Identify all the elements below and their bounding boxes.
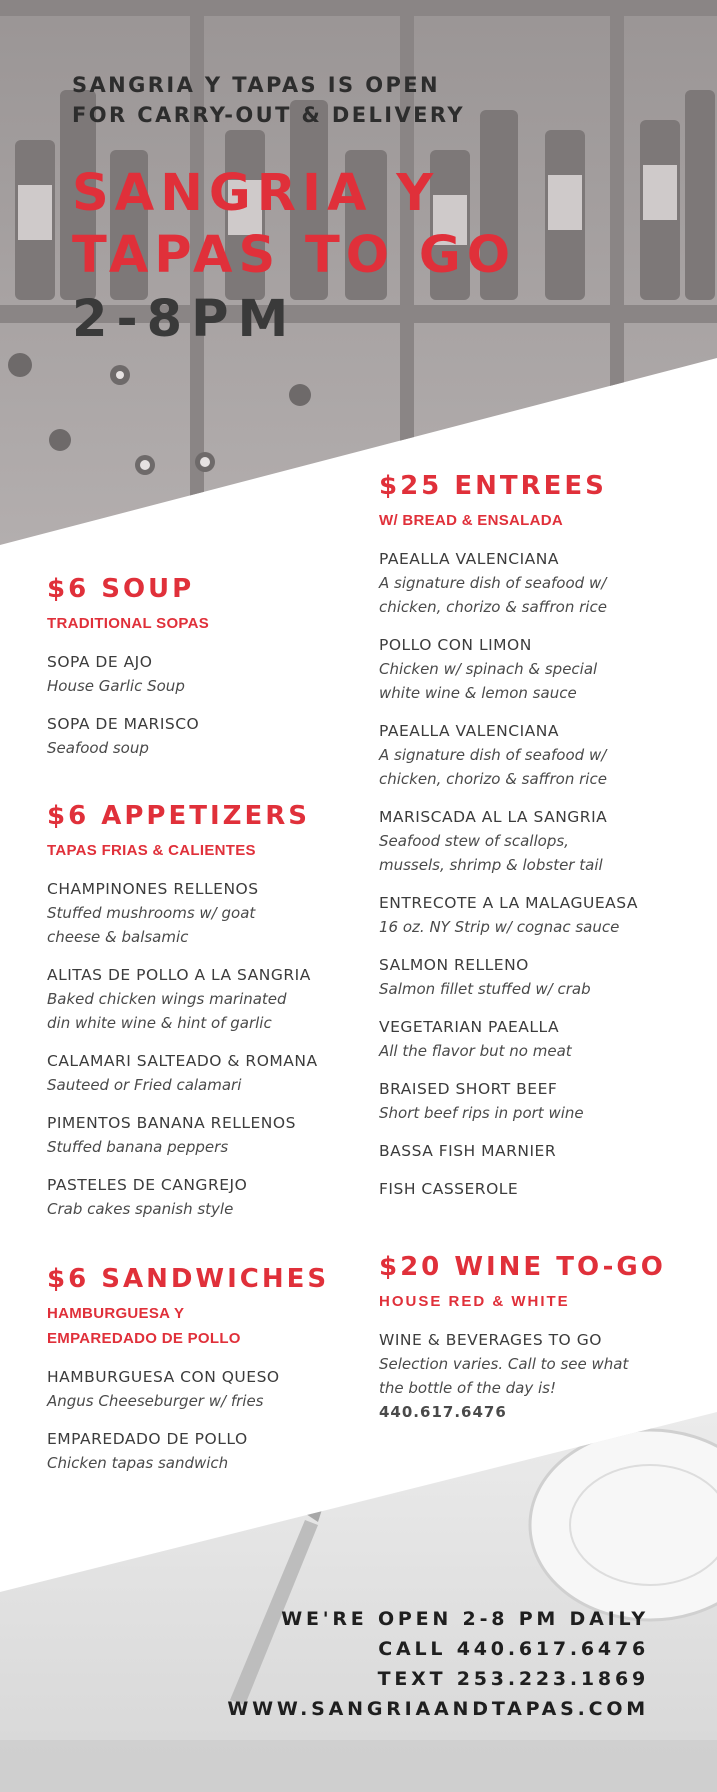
menu-item xyxy=(47,712,347,760)
menu-item xyxy=(379,1139,679,1163)
sandwiches-section xyxy=(47,1263,347,1475)
menu-item-description: white wine & lemon sauce xyxy=(379,684,577,702)
menu-item xyxy=(379,633,679,705)
entrees-section xyxy=(379,470,679,1201)
menu-item-name: EMPAREDADO DE POLLO xyxy=(47,1430,248,1448)
open-notice-line: FOR CARRY-OUT & DELIVERY xyxy=(72,103,465,127)
menu-item xyxy=(379,891,679,939)
menu-item-description: Sauteed or Fried calamari xyxy=(47,1076,242,1094)
footer-call[interactable]: CALL 440.617.6476 xyxy=(378,1638,649,1660)
menu-left-column xyxy=(47,573,347,1489)
footer-website[interactable]: WWW.SANGRIAANDTAPAS.COM xyxy=(227,1698,649,1720)
section-subheading-line: HOUSE RED & WHITE xyxy=(379,1293,570,1310)
hero-hours: 2-8PM xyxy=(72,290,298,349)
menu-item xyxy=(379,1328,679,1424)
menu-item-description: A signature dish of seafood w/ xyxy=(379,574,607,592)
menu-item-description: 16 oz. NY Strip w/ cognac sauce xyxy=(379,918,620,936)
menu-item xyxy=(379,1015,679,1063)
hero-title xyxy=(72,163,632,287)
menu-item-name: ALITAS DE POLLO A LA SANGRIA xyxy=(47,966,311,984)
section-heading: $6 SANDWICHES xyxy=(47,1264,330,1294)
menu-item-name: SOPA DE MARISCO xyxy=(47,715,200,733)
section-subheading xyxy=(379,508,679,533)
menu-item-name: HAMBURGUESA CON QUESO xyxy=(47,1368,280,1386)
menu-item xyxy=(379,805,679,877)
menu-item xyxy=(379,547,679,619)
menu-item-description: Baked chicken wings marinated xyxy=(47,990,287,1008)
menu-item-description: Short beef rips in port wine xyxy=(379,1104,584,1122)
hero-title-line: TAPAS TO GO xyxy=(72,226,517,285)
soup-section xyxy=(47,573,347,760)
menu-item-description: A signature dish of seafood w/ xyxy=(379,746,607,764)
menu-item-description: Seafood soup xyxy=(47,739,149,757)
menu-item-name: SOPA DE AJO xyxy=(47,653,153,671)
footer-contact xyxy=(227,1604,649,1724)
section-subheading-line: TAPAS FRIAS & CALIENTES xyxy=(47,842,256,859)
menu-item-name: WINE & BEVERAGES TO GO xyxy=(379,1331,602,1349)
menu-item xyxy=(47,963,347,1035)
menu-item-description: Angus Cheeseburger w/ fries xyxy=(47,1392,264,1410)
menu-item-description: chicken, chorizo & saffron rice xyxy=(379,598,607,616)
menu-item-description: din white wine & hint of garlic xyxy=(47,1014,272,1032)
menu-item-description: mussels, shrimp & lobster tail xyxy=(379,856,603,874)
menu-item xyxy=(47,1173,347,1221)
menu-item xyxy=(379,719,679,791)
section-heading: $6 APPETIZERS xyxy=(47,801,310,831)
menu-item xyxy=(47,1049,347,1097)
wine-section xyxy=(379,1251,679,1424)
menu-item-description: Stuffed banana peppers xyxy=(47,1138,229,1156)
phone-number[interactable]: 440.617.6476 xyxy=(379,1403,507,1421)
menu-item-list xyxy=(379,1328,679,1424)
section-subheading-line: EMPAREDADO DE POLLO xyxy=(47,1330,241,1347)
section-subheading xyxy=(47,611,347,636)
section-heading: $6 SOUP xyxy=(47,574,195,604)
menu-item-name: POLLO CON LIMON xyxy=(379,636,532,654)
menu-item-description: All the flavor but no meat xyxy=(379,1042,572,1060)
menu-item-list xyxy=(47,650,347,760)
menu-item xyxy=(47,1111,347,1159)
menu-item xyxy=(47,650,347,698)
menu-item-name: FISH CASSEROLE xyxy=(379,1180,519,1198)
footer-text[interactable]: TEXT 253.223.1869 xyxy=(377,1668,649,1690)
menu-item-name: BASSA FISH MARNIER xyxy=(379,1142,557,1160)
menu-item-description: Salmon fillet stuffed w/ crab xyxy=(379,980,591,998)
menu-item-description: Seafood stew of scallops, xyxy=(379,832,569,850)
menu-item-description: Selection varies. Call to see what xyxy=(379,1355,629,1373)
menu-item-description: the bottle of the day is! xyxy=(379,1379,556,1397)
menu-item-list xyxy=(47,1365,347,1475)
appetizers-section xyxy=(47,800,347,1221)
menu-item-name: BRAISED SHORT BEEF xyxy=(379,1080,558,1098)
menu-item-description: Chicken tapas sandwich xyxy=(47,1454,229,1472)
section-subheading xyxy=(47,838,347,863)
menu-item-description: Chicken w/ spinach & special xyxy=(379,660,598,678)
menu-item-name: CHAMPINONES RELLENOS xyxy=(47,880,259,898)
menu-item-list xyxy=(47,877,347,1221)
menu-item-list xyxy=(379,547,679,1201)
section-heading: $20 WINE TO-GO xyxy=(379,1252,666,1282)
menu-item xyxy=(47,1365,347,1413)
open-notice-line: SANGRIA Y TAPAS IS OPEN xyxy=(72,73,440,97)
menu-item-name: PAEALLA VALENCIANA xyxy=(379,550,559,568)
section-subheading xyxy=(47,1301,347,1351)
menu-item-name: VEGETARIAN PAEALLA xyxy=(379,1018,560,1036)
menu-item-name: MARISCADA AL LA SANGRIA xyxy=(379,808,608,826)
section-subheading-line: W/ BREAD & ENSALADA xyxy=(379,512,564,529)
section-subheading-line: TRADITIONAL SOPAS xyxy=(47,615,210,632)
hero-title-line: SANGRIA Y xyxy=(72,164,440,223)
menu-item xyxy=(47,877,347,949)
menu-item-name: PASTELES DE CANGREJO xyxy=(47,1176,248,1194)
menu-item-description: Crab cakes spanish style xyxy=(47,1200,234,1218)
section-subheading-line: HAMBURGUESA Y xyxy=(47,1305,185,1322)
footer-hours: WE'RE OPEN 2-8 PM DAILY xyxy=(281,1608,649,1630)
menu-item-description: chicken, chorizo & saffron rice xyxy=(379,770,607,788)
menu-item-name: PAEALLA VALENCIANA xyxy=(379,722,559,740)
menu-item-name: SALMON RELLENO xyxy=(379,956,529,974)
menu-item-description: House Garlic Soup xyxy=(47,677,185,695)
menu-item-name: ENTRECOTE A LA MALAGUEASA xyxy=(379,894,638,912)
section-subheading xyxy=(379,1289,679,1314)
menu-right-column xyxy=(379,470,679,1438)
menu-item-description: cheese & balsamic xyxy=(47,928,189,946)
menu-item-name: CALAMARI SALTEADO & ROMANA xyxy=(47,1052,318,1070)
menu-item xyxy=(379,953,679,1001)
menu-item xyxy=(379,1077,679,1125)
menu-item-name: PIMENTOS BANANA RELLENOS xyxy=(47,1114,296,1132)
menu-item-description: Stuffed mushrooms w/ goat xyxy=(47,904,256,922)
menu-item xyxy=(47,1427,347,1475)
open-notice xyxy=(72,70,592,130)
section-heading: $25 ENTREES xyxy=(379,471,607,501)
menu-item xyxy=(379,1177,679,1201)
